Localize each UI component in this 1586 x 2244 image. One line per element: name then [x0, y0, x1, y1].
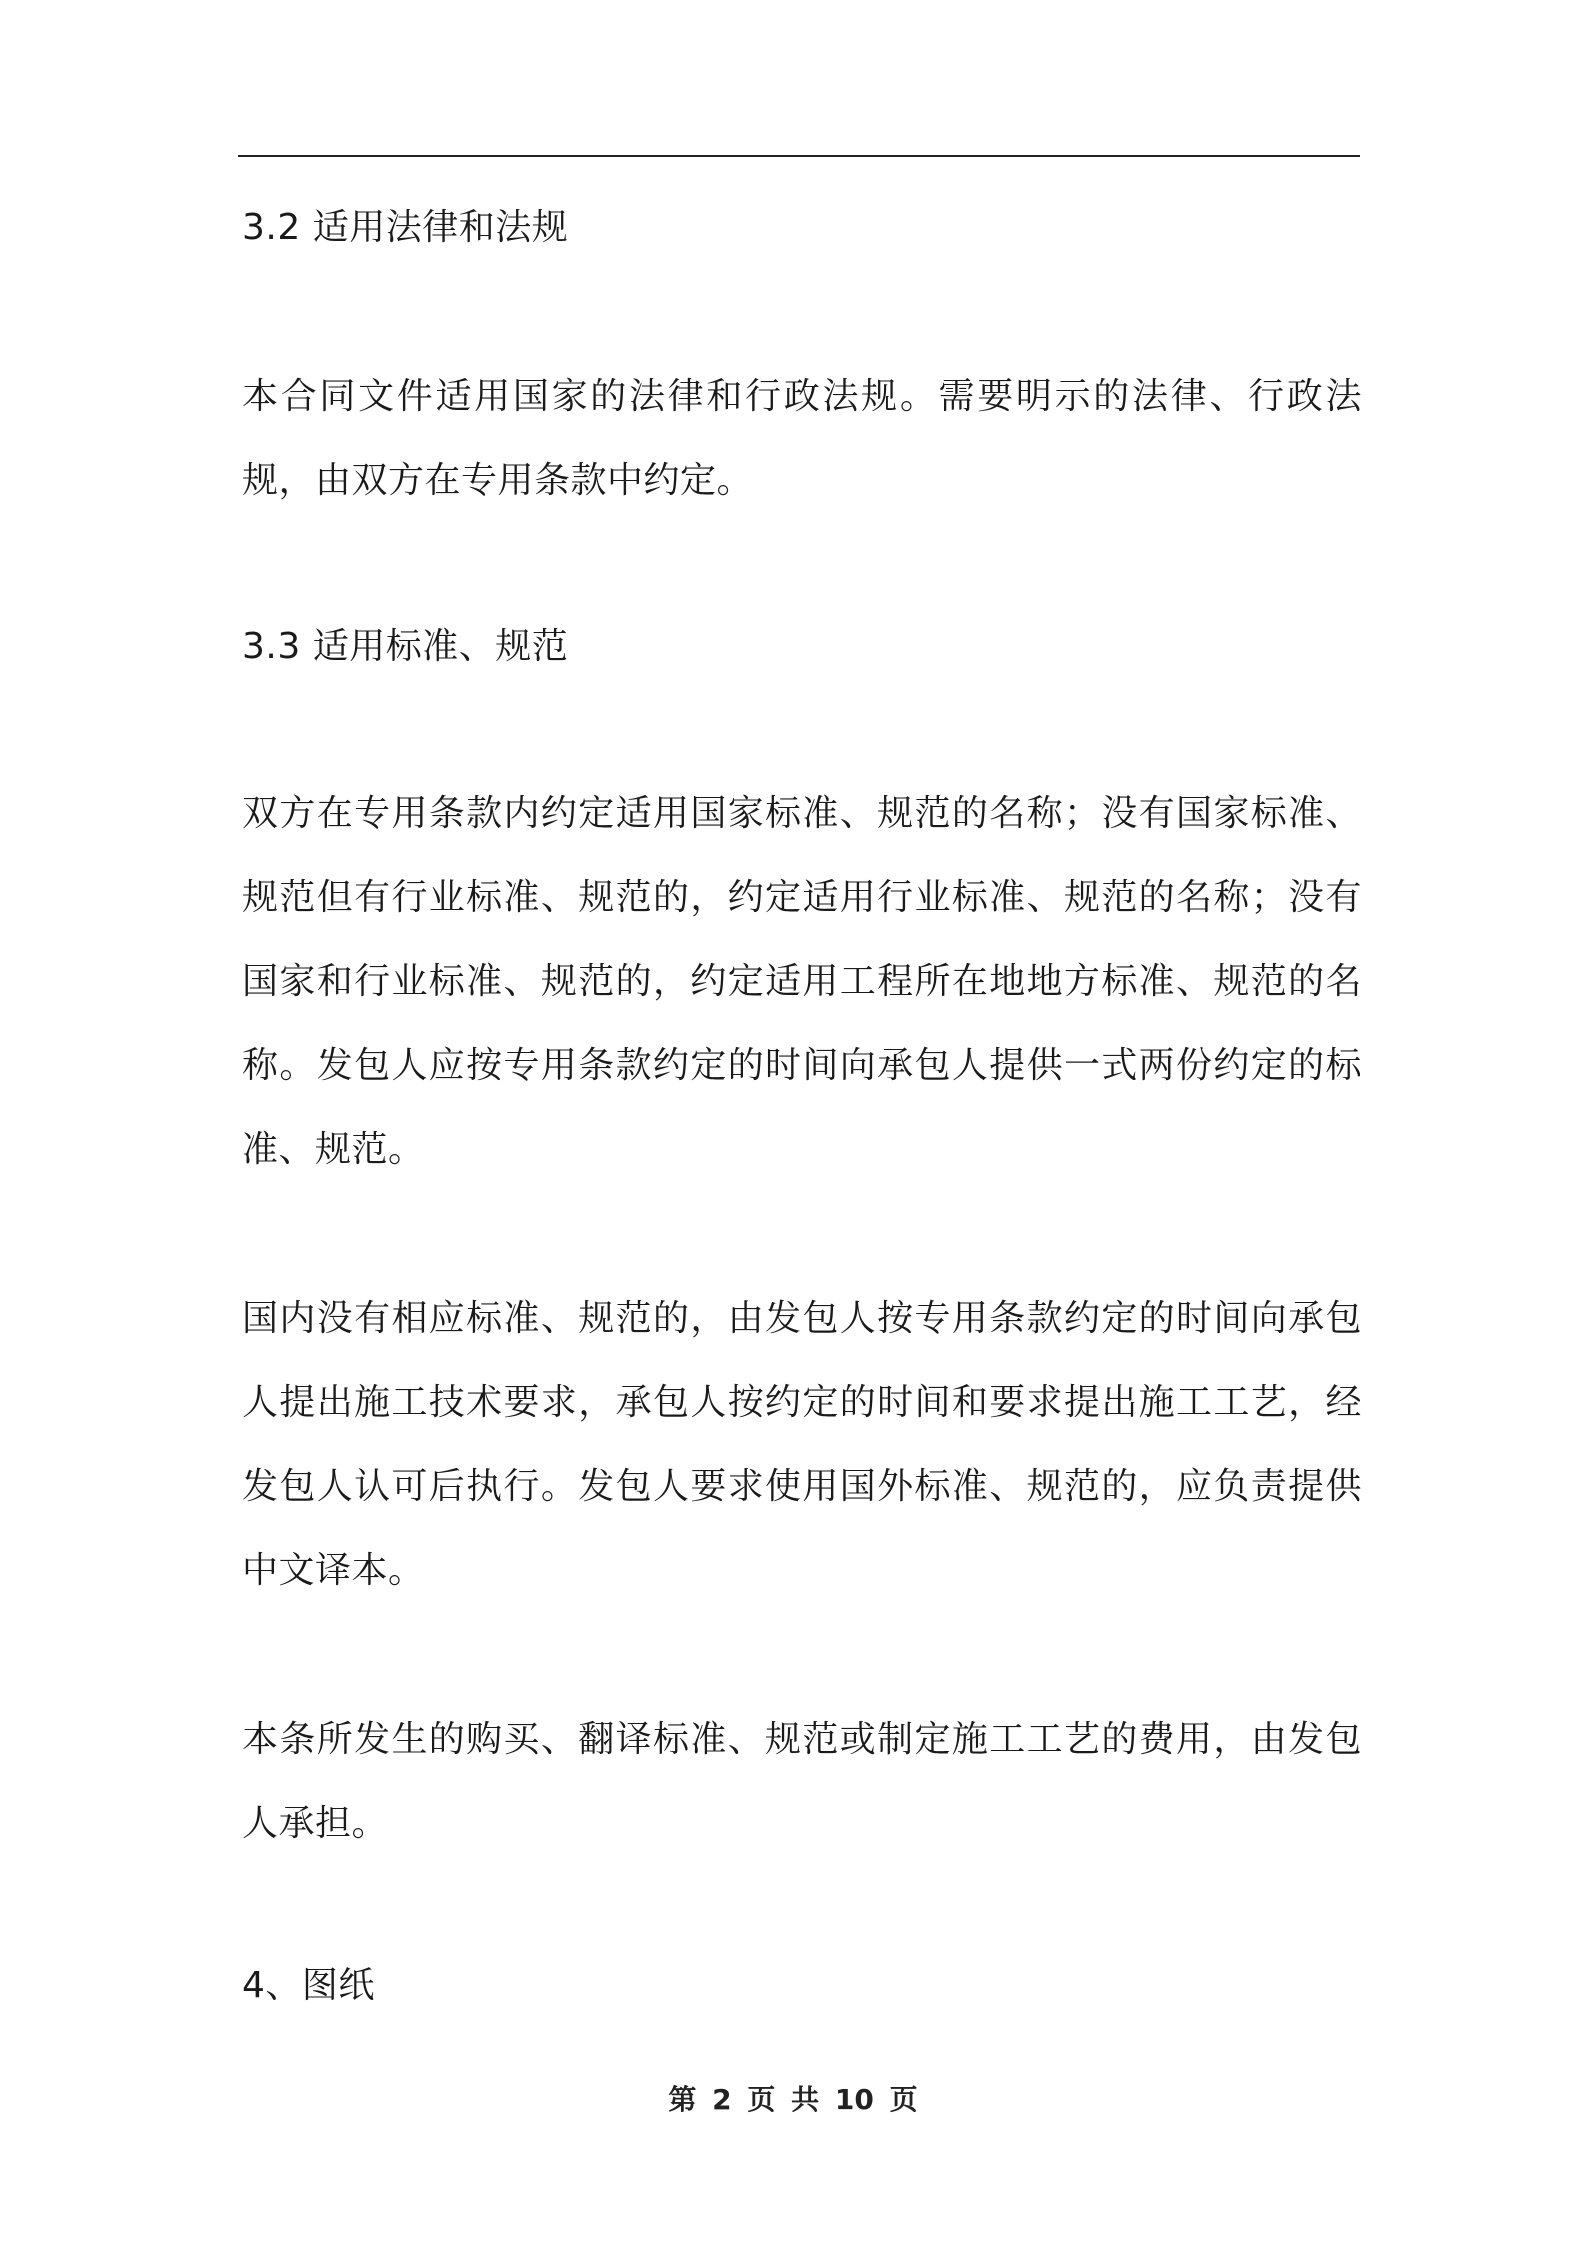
header-rule [238, 155, 1360, 157]
page-number-footer: 第 2 页 共 10 页 [668, 2083, 918, 2116]
section-heading-4: 4、图纸 [242, 1965, 375, 2006]
paragraph-cost-bearing: 本条所发生的购买、翻译标准、规范或制定施工工艺的费用，由发包人承担。 [242, 1719, 1362, 1844]
paragraph-technical-requirements: 国内没有相应标准、规范的，由发包人按专用条款约定的时间向承包人提出施工技术要求，承包人按约定的时间和要求提出施工工艺，经发包人认可后执行。发包人要求使用国外标准、规范的，应负责提供中文译本。 [242, 1298, 1362, 1591]
section-heading-3-3: 3.3 适用标准、规范 [242, 626, 569, 667]
section-heading-3-2: 3.2 适用法律和法规 [242, 207, 569, 248]
paragraph-standards-names: 双方在专用条款内约定适用国家标准、规范的名称；没有国家标准、规范但有行业标准、规范的，约定适用行业标准、规范的名称；没有国家和行业标准、规范的，约定适用工程所在地地方标准、规范的名称。发包人应按专用条款约定的时间向承包人提供一式两份约定的标准、规范。 [242, 793, 1362, 1170]
paragraph-applicable-laws: 本合同文件适用国家的法律和行政法规。需要明示的法律、行政法规，由双方在专用条款中约定。 [242, 376, 1362, 501]
